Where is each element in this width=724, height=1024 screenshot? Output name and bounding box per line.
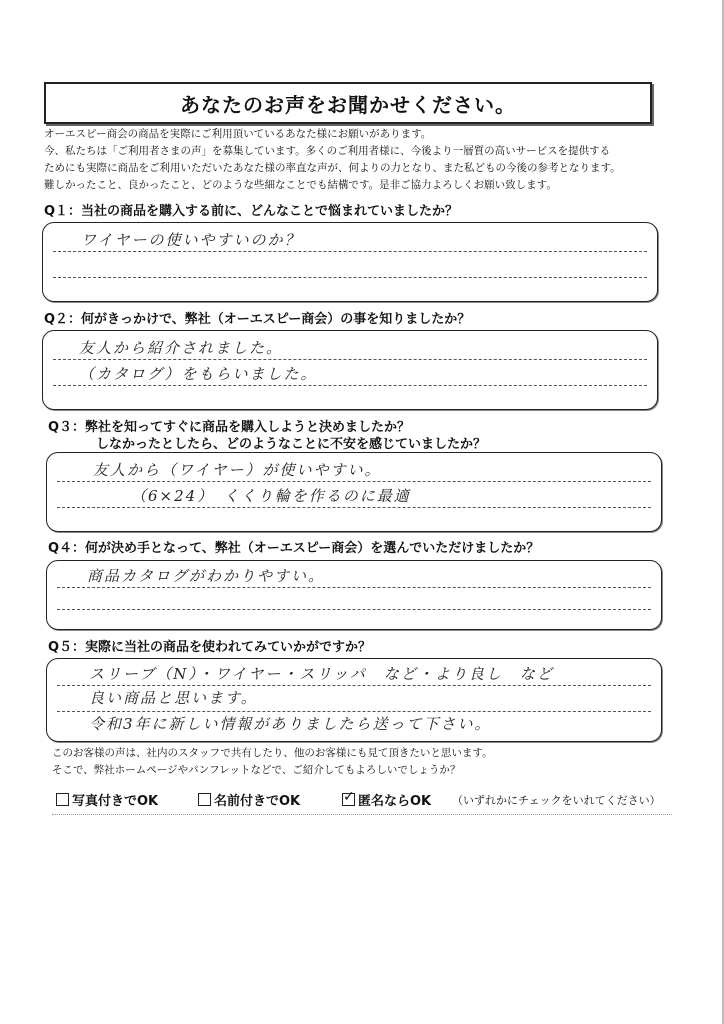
question-1-label: Q１：当社の商品を購入する前に、どんなことで悩まれていましたか？ — [44, 204, 459, 219]
answer-2-line-2: （カタログ）をもらいました。 — [79, 365, 318, 383]
check-note: （いずれかにチェックをいれてください） — [452, 794, 661, 807]
answer-rule — [53, 277, 647, 278]
answer-3-line-2: （6×24） くくり輪を作るのに最適 — [131, 487, 411, 505]
answer-4-line-1: 商品カタログがわかりやすい。 — [87, 567, 326, 585]
answer-2-line-1: 友人から紹介されました。 — [79, 339, 284, 357]
answer-box-1 — [42, 222, 658, 302]
intro-line: 今、私たちは「ご利用者さまの声」を募集しています。多くのご利用者様に、今後より一層質の高いサービスを提供する — [44, 145, 611, 157]
check-mark-icon: ✓ — [343, 789, 355, 805]
question-3-label-2: しなかったとしたら、どのようなことに不安を感じていましたか？ — [96, 437, 487, 452]
answer-rule — [57, 685, 651, 686]
photo-label: 写真付きでOK — [72, 794, 159, 809]
intro-text — [44, 126, 684, 194]
answer-3-line-1: 友人から（ワイヤー）が使いやすい。 — [93, 461, 382, 479]
question-5-label: Q５：実際に当社の商品を使われてみていかがですか？ — [48, 640, 372, 655]
answer-box-2 — [42, 330, 658, 410]
permission-checks — [52, 790, 672, 812]
answer-1-line-1: ワイヤーの使いやすいのか？ — [81, 231, 302, 249]
answer-rule — [57, 481, 651, 482]
answer-box-3 — [46, 452, 662, 532]
answer-rule — [53, 251, 647, 252]
answer-box-4 — [46, 560, 662, 630]
anonymous-label: 匿名ならOK — [358, 794, 432, 809]
anonymous-checkbox[interactable] — [342, 789, 355, 806]
answer-rule — [53, 385, 647, 386]
answer-5-line-2: 良い商品と思います。 — [89, 689, 258, 707]
question-4-label: Q４：何が決め手となって、弊社（オーエスピー商会）を選んでいただけましたか？ — [48, 541, 540, 556]
question-3-label: Q３：弊社を知ってすぐに商品を購入しようと決めましたか？ — [48, 420, 411, 435]
answer-box-5 — [46, 658, 662, 742]
answer-rule — [53, 359, 647, 360]
check-photo[interactable] — [56, 790, 158, 809]
consent-text — [52, 745, 492, 779]
consent-line: そこで、弊社ホームページやパンフレットなどで、ご紹介してもよろしいでしょうか？ — [52, 764, 461, 776]
name-label: 名前付きでOK — [214, 794, 301, 809]
answer-5-line-1: スリーブ（N）・ワイヤー・スリッパ など・より良し など — [89, 665, 554, 683]
title-box — [44, 82, 652, 124]
divider — [52, 814, 672, 815]
check-name[interactable] — [198, 790, 300, 809]
answer-rule — [57, 507, 651, 508]
check-anonymous[interactable] — [342, 790, 431, 809]
answer-rule — [57, 587, 651, 588]
answer-5-line-3: 令和3年に新しい情報がありましたら送って下さい。 — [89, 715, 492, 733]
answer-rule — [57, 609, 651, 610]
answer-rule — [57, 711, 651, 712]
intro-line: ためにも実際に商品をご利用いただいたあなた様の率直な声が、何よりの力となり、また私どもの今後の参考となります。 — [44, 162, 621, 174]
page-title: あなたのお声をお聞かせください。 — [180, 92, 516, 117]
name-checkbox[interactable] — [198, 793, 211, 806]
intro-line: オーエスピー商会の商品を実際にご利用頂いているあなた様にお願いがあります。 — [44, 128, 432, 140]
consent-line: このお客様の声は、社内のスタッフで共有したり、他のお客様にも見て頂きたいと思います。 — [52, 747, 493, 759]
question-2-label: Q２：何がきっかけで、弊社（オーエスピー商会）の事を知りましたか？ — [44, 312, 471, 327]
photo-checkbox[interactable] — [56, 793, 69, 806]
intro-line: 難しかったこと、良かったこと、どのような些細なことでも結構です。是非ご協力よろしくお願い致します。 — [44, 179, 557, 191]
